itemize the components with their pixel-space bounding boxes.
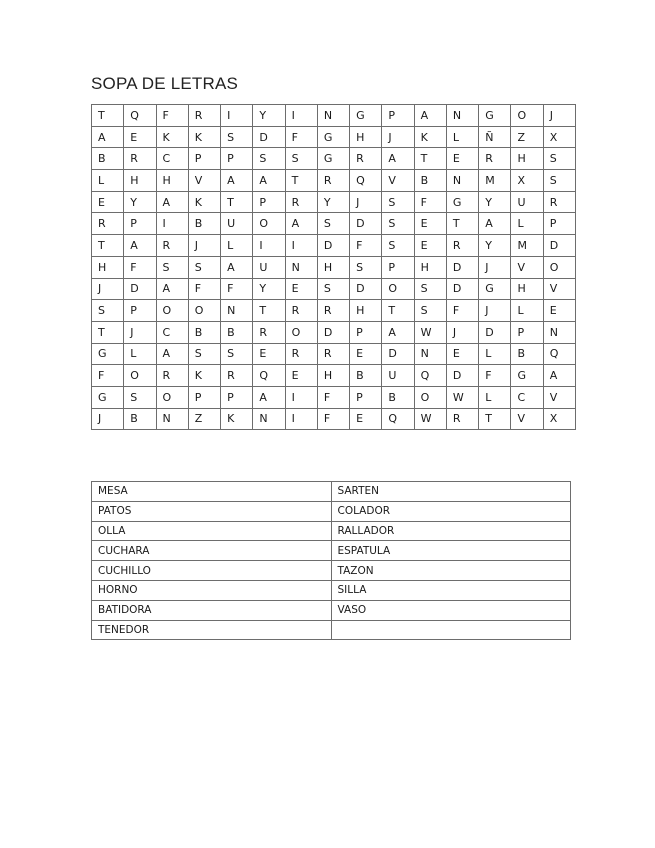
grid-cell: A	[543, 365, 575, 387]
grid-cell: M	[479, 170, 511, 192]
grid-cell: R	[221, 365, 253, 387]
grid-cell: F	[124, 256, 156, 278]
grid-cell: T	[253, 300, 285, 322]
grid-cell: J	[479, 256, 511, 278]
grid-cell: H	[92, 256, 124, 278]
grid-cell: B	[188, 321, 220, 343]
grid-cell: H	[414, 256, 446, 278]
grid-cell: F	[446, 300, 478, 322]
grid-cell: R	[543, 191, 575, 213]
grid-cell: P	[382, 256, 414, 278]
grid-cell: O	[253, 213, 285, 235]
grid-cell: R	[253, 321, 285, 343]
grid-cell: H	[156, 170, 188, 192]
grid-cell: R	[317, 170, 349, 192]
grid-cell: A	[253, 170, 285, 192]
grid-cell: Q	[543, 343, 575, 365]
grid-cell: A	[156, 191, 188, 213]
grid-cell: G	[479, 105, 511, 127]
grid-cell: R	[446, 408, 478, 430]
grid-cell: J	[124, 321, 156, 343]
grid-cell: L	[92, 170, 124, 192]
grid-cell: G	[92, 343, 124, 365]
grid-cell: D	[317, 235, 349, 257]
grid-cell: E	[414, 213, 446, 235]
grid-row	[92, 343, 576, 365]
grid-cell: F	[285, 126, 317, 148]
grid-cell: B	[92, 148, 124, 170]
grid-cell: F	[221, 278, 253, 300]
grid-cell: R	[188, 105, 220, 127]
grid-cell: E	[350, 343, 382, 365]
grid-cell: H	[317, 256, 349, 278]
grid-cell: J	[350, 191, 382, 213]
grid-cell: Y	[317, 191, 349, 213]
grid-cell: L	[511, 300, 543, 322]
grid-cell: T	[382, 300, 414, 322]
grid-cell: H	[511, 278, 543, 300]
grid-row	[92, 256, 576, 278]
grid-cell: P	[188, 148, 220, 170]
grid-cell: A	[221, 170, 253, 192]
grid-cell: A	[382, 321, 414, 343]
grid-cell: F	[317, 408, 349, 430]
grid-cell: O	[285, 321, 317, 343]
grid-cell: S	[382, 213, 414, 235]
word-cell: MESA	[92, 482, 332, 502]
grid-cell: D	[446, 278, 478, 300]
grid-cell: C	[156, 148, 188, 170]
grid-cell: Q	[124, 105, 156, 127]
grid-cell: P	[253, 191, 285, 213]
grid-cell: K	[188, 126, 220, 148]
grid-cell: L	[479, 343, 511, 365]
grid-cell: R	[317, 300, 349, 322]
grid-row	[92, 278, 576, 300]
word-cell: VASO	[331, 600, 571, 620]
grid-cell: D	[446, 256, 478, 278]
grid-cell: L	[124, 343, 156, 365]
grid-cell: S	[382, 191, 414, 213]
grid-cell: S	[253, 148, 285, 170]
grid-cell: K	[188, 365, 220, 387]
grid-cell: Y	[479, 235, 511, 257]
grid-cell: G	[92, 386, 124, 408]
grid-cell: F	[350, 235, 382, 257]
grid-cell: V	[511, 256, 543, 278]
grid-cell: V	[543, 278, 575, 300]
grid-cell: L	[446, 126, 478, 148]
grid-cell: Q	[253, 365, 285, 387]
grid-cell: I	[156, 213, 188, 235]
grid-cell: N	[414, 343, 446, 365]
grid-cell: X	[511, 170, 543, 192]
grid-row	[92, 105, 576, 127]
grid-cell: J	[188, 235, 220, 257]
grid-cell: U	[382, 365, 414, 387]
grid-cell: G	[317, 148, 349, 170]
grid-cell: A	[124, 235, 156, 257]
grid-cell: P	[221, 386, 253, 408]
grid-cell: A	[285, 213, 317, 235]
grid-cell: I	[285, 386, 317, 408]
grid-cell: V	[543, 386, 575, 408]
grid-cell: B	[382, 386, 414, 408]
word-cell: BATIDORA	[92, 600, 332, 620]
grid-cell: N	[543, 321, 575, 343]
grid-row	[92, 235, 576, 257]
grid-cell: S	[317, 278, 349, 300]
grid-cell: O	[156, 386, 188, 408]
grid-row	[92, 321, 576, 343]
grid-cell: I	[285, 408, 317, 430]
grid-row	[92, 191, 576, 213]
grid-cell: D	[479, 321, 511, 343]
grid-cell: O	[543, 256, 575, 278]
grid-cell: R	[156, 235, 188, 257]
grid-cell: J	[479, 300, 511, 322]
grid-cell: S	[124, 386, 156, 408]
grid-cell: E	[124, 126, 156, 148]
grid-cell: H	[124, 170, 156, 192]
grid-cell: O	[188, 300, 220, 322]
word-row	[92, 541, 571, 561]
grid-cell: R	[479, 148, 511, 170]
grid-cell: P	[124, 213, 156, 235]
grid-cell: E	[285, 278, 317, 300]
grid-cell: K	[156, 126, 188, 148]
grid-cell: S	[92, 300, 124, 322]
grid-cell: P	[382, 105, 414, 127]
grid-cell: V	[188, 170, 220, 192]
grid-cell: N	[317, 105, 349, 127]
grid-row	[92, 170, 576, 192]
grid-cell: P	[221, 148, 253, 170]
grid-cell: G	[479, 278, 511, 300]
grid-cell: H	[350, 300, 382, 322]
grid-cell: Q	[414, 365, 446, 387]
grid-cell: S	[350, 256, 382, 278]
word-row	[92, 620, 571, 640]
grid-cell: E	[446, 148, 478, 170]
grid-cell: S	[414, 300, 446, 322]
grid-cell: E	[350, 408, 382, 430]
grid-cell: Z	[511, 126, 543, 148]
word-cell: HORNO	[92, 580, 332, 600]
word-cell	[331, 620, 571, 640]
grid-cell: K	[414, 126, 446, 148]
grid-cell: U	[253, 256, 285, 278]
grid-cell: V	[511, 408, 543, 430]
grid-cell: B	[188, 213, 220, 235]
grid-cell: Y	[253, 105, 285, 127]
word-cell: TENEDOR	[92, 620, 332, 640]
word-cell: RALLADOR	[331, 521, 571, 541]
page-title: SOPA DE LETRAS	[91, 74, 239, 93]
grid-cell: A	[382, 148, 414, 170]
grid-cell: X	[543, 408, 575, 430]
grid-cell: C	[511, 386, 543, 408]
letter-grid	[91, 104, 576, 430]
grid-cell: G	[317, 126, 349, 148]
grid-cell: F	[317, 386, 349, 408]
grid-cell: B	[124, 408, 156, 430]
grid-cell: H	[317, 365, 349, 387]
grid-cell: A	[156, 343, 188, 365]
grid-cell: N	[156, 408, 188, 430]
grid-cell: Q	[350, 170, 382, 192]
grid-cell: A	[92, 126, 124, 148]
grid-cell: T	[285, 170, 317, 192]
grid-cell: V	[382, 170, 414, 192]
word-row	[92, 521, 571, 541]
grid-cell: D	[350, 278, 382, 300]
grid-cell: P	[124, 300, 156, 322]
grid-row	[92, 148, 576, 170]
grid-cell: L	[511, 213, 543, 235]
grid-cell: I	[253, 235, 285, 257]
grid-cell: R	[317, 343, 349, 365]
grid-cell: J	[92, 278, 124, 300]
word-row	[92, 561, 571, 581]
grid-cell: A	[479, 213, 511, 235]
grid-cell: I	[285, 105, 317, 127]
grid-cell: F	[188, 278, 220, 300]
word-cell: SILLA	[331, 580, 571, 600]
word-cell: PATOS	[92, 501, 332, 521]
grid-cell: R	[124, 148, 156, 170]
grid-cell: G	[446, 191, 478, 213]
grid-cell: K	[188, 191, 220, 213]
grid-cell: S	[543, 148, 575, 170]
grid-cell: G	[350, 105, 382, 127]
grid-cell: J	[543, 105, 575, 127]
grid-cell: H	[350, 126, 382, 148]
grid-row	[92, 213, 576, 235]
grid-cell: E	[414, 235, 446, 257]
grid-cell: P	[511, 321, 543, 343]
grid-cell: R	[285, 343, 317, 365]
word-row	[92, 501, 571, 521]
grid-cell: S	[414, 278, 446, 300]
grid-cell: Z	[188, 408, 220, 430]
grid-cell: Q	[382, 408, 414, 430]
grid-cell: S	[543, 170, 575, 192]
grid-cell: S	[221, 126, 253, 148]
grid-cell: R	[92, 213, 124, 235]
grid-cell: P	[350, 386, 382, 408]
grid-cell: Y	[479, 191, 511, 213]
grid-row	[92, 300, 576, 322]
grid-cell: A	[221, 256, 253, 278]
grid-cell: F	[156, 105, 188, 127]
grid-cell: N	[446, 170, 478, 192]
grid-cell: T	[446, 213, 478, 235]
word-cell: COLADOR	[331, 501, 571, 521]
grid-cell: S	[188, 343, 220, 365]
grid-cell: F	[414, 191, 446, 213]
word-row	[92, 580, 571, 600]
grid-cell: R	[285, 191, 317, 213]
grid-cell: W	[446, 386, 478, 408]
word-row	[92, 482, 571, 502]
grid-cell: B	[414, 170, 446, 192]
grid-cell: G	[511, 365, 543, 387]
grid-cell: U	[511, 191, 543, 213]
grid-cell: E	[285, 365, 317, 387]
grid-cell: D	[350, 213, 382, 235]
word-cell: TAZON	[331, 561, 571, 581]
grid-cell: M	[511, 235, 543, 257]
grid-cell: S	[156, 256, 188, 278]
grid-cell: R	[350, 148, 382, 170]
grid-cell: E	[543, 300, 575, 322]
grid-cell: T	[92, 105, 124, 127]
grid-cell: W	[414, 321, 446, 343]
grid-cell: C	[156, 321, 188, 343]
word-cell: SARTEN	[331, 482, 571, 502]
grid-cell: I	[285, 235, 317, 257]
grid-cell: B	[511, 343, 543, 365]
word-cell: OLLA	[92, 521, 332, 541]
grid-cell: H	[511, 148, 543, 170]
word-cell: ESPATULA	[331, 541, 571, 561]
grid-cell: B	[350, 365, 382, 387]
grid-row	[92, 408, 576, 430]
grid-cell: F	[479, 365, 511, 387]
word-list-table	[91, 481, 571, 640]
grid-cell: S	[285, 148, 317, 170]
grid-cell: T	[414, 148, 446, 170]
grid-cell: P	[188, 386, 220, 408]
grid-cell: N	[285, 256, 317, 278]
grid-cell: O	[124, 365, 156, 387]
grid-cell: U	[221, 213, 253, 235]
grid-cell: T	[221, 191, 253, 213]
grid-cell: N	[253, 408, 285, 430]
grid-cell: R	[156, 365, 188, 387]
grid-cell: Y	[253, 278, 285, 300]
grid-cell: F	[92, 365, 124, 387]
grid-row	[92, 126, 576, 148]
grid-cell: S	[317, 213, 349, 235]
grid-cell: J	[382, 126, 414, 148]
word-cell: CUCHARA	[92, 541, 332, 561]
grid-cell: W	[414, 408, 446, 430]
grid-cell: O	[511, 105, 543, 127]
grid-cell: S	[382, 235, 414, 257]
grid-cell: D	[446, 365, 478, 387]
grid-cell: A	[253, 386, 285, 408]
grid-row	[92, 386, 576, 408]
grid-cell: D	[124, 278, 156, 300]
grid-cell: K	[221, 408, 253, 430]
grid-cell: O	[382, 278, 414, 300]
word-row	[92, 600, 571, 620]
grid-cell: T	[479, 408, 511, 430]
grid-cell: A	[156, 278, 188, 300]
grid-cell: A	[414, 105, 446, 127]
grid-cell: D	[543, 235, 575, 257]
word-cell: CUCHILLO	[92, 561, 332, 581]
grid-cell: R	[446, 235, 478, 257]
grid-cell: S	[221, 343, 253, 365]
grid-cell: J	[446, 321, 478, 343]
grid-cell: N	[221, 300, 253, 322]
grid-cell: O	[414, 386, 446, 408]
grid-cell: X	[543, 126, 575, 148]
grid-cell: D	[253, 126, 285, 148]
grid-cell: E	[92, 191, 124, 213]
grid-cell: L	[221, 235, 253, 257]
grid-cell: E	[446, 343, 478, 365]
grid-cell: J	[92, 408, 124, 430]
grid-cell: T	[92, 235, 124, 257]
grid-cell: Ñ	[479, 126, 511, 148]
grid-cell: N	[446, 105, 478, 127]
grid-cell: O	[156, 300, 188, 322]
grid-cell: S	[188, 256, 220, 278]
grid-cell: E	[253, 343, 285, 365]
grid-cell: D	[382, 343, 414, 365]
grid-cell: I	[221, 105, 253, 127]
grid-cell: P	[543, 213, 575, 235]
grid-cell: R	[285, 300, 317, 322]
grid-cell: P	[350, 321, 382, 343]
grid-cell: Y	[124, 191, 156, 213]
grid-row	[92, 365, 576, 387]
grid-cell: D	[317, 321, 349, 343]
grid-cell: T	[92, 321, 124, 343]
grid-cell: L	[479, 386, 511, 408]
grid-cell: B	[221, 321, 253, 343]
